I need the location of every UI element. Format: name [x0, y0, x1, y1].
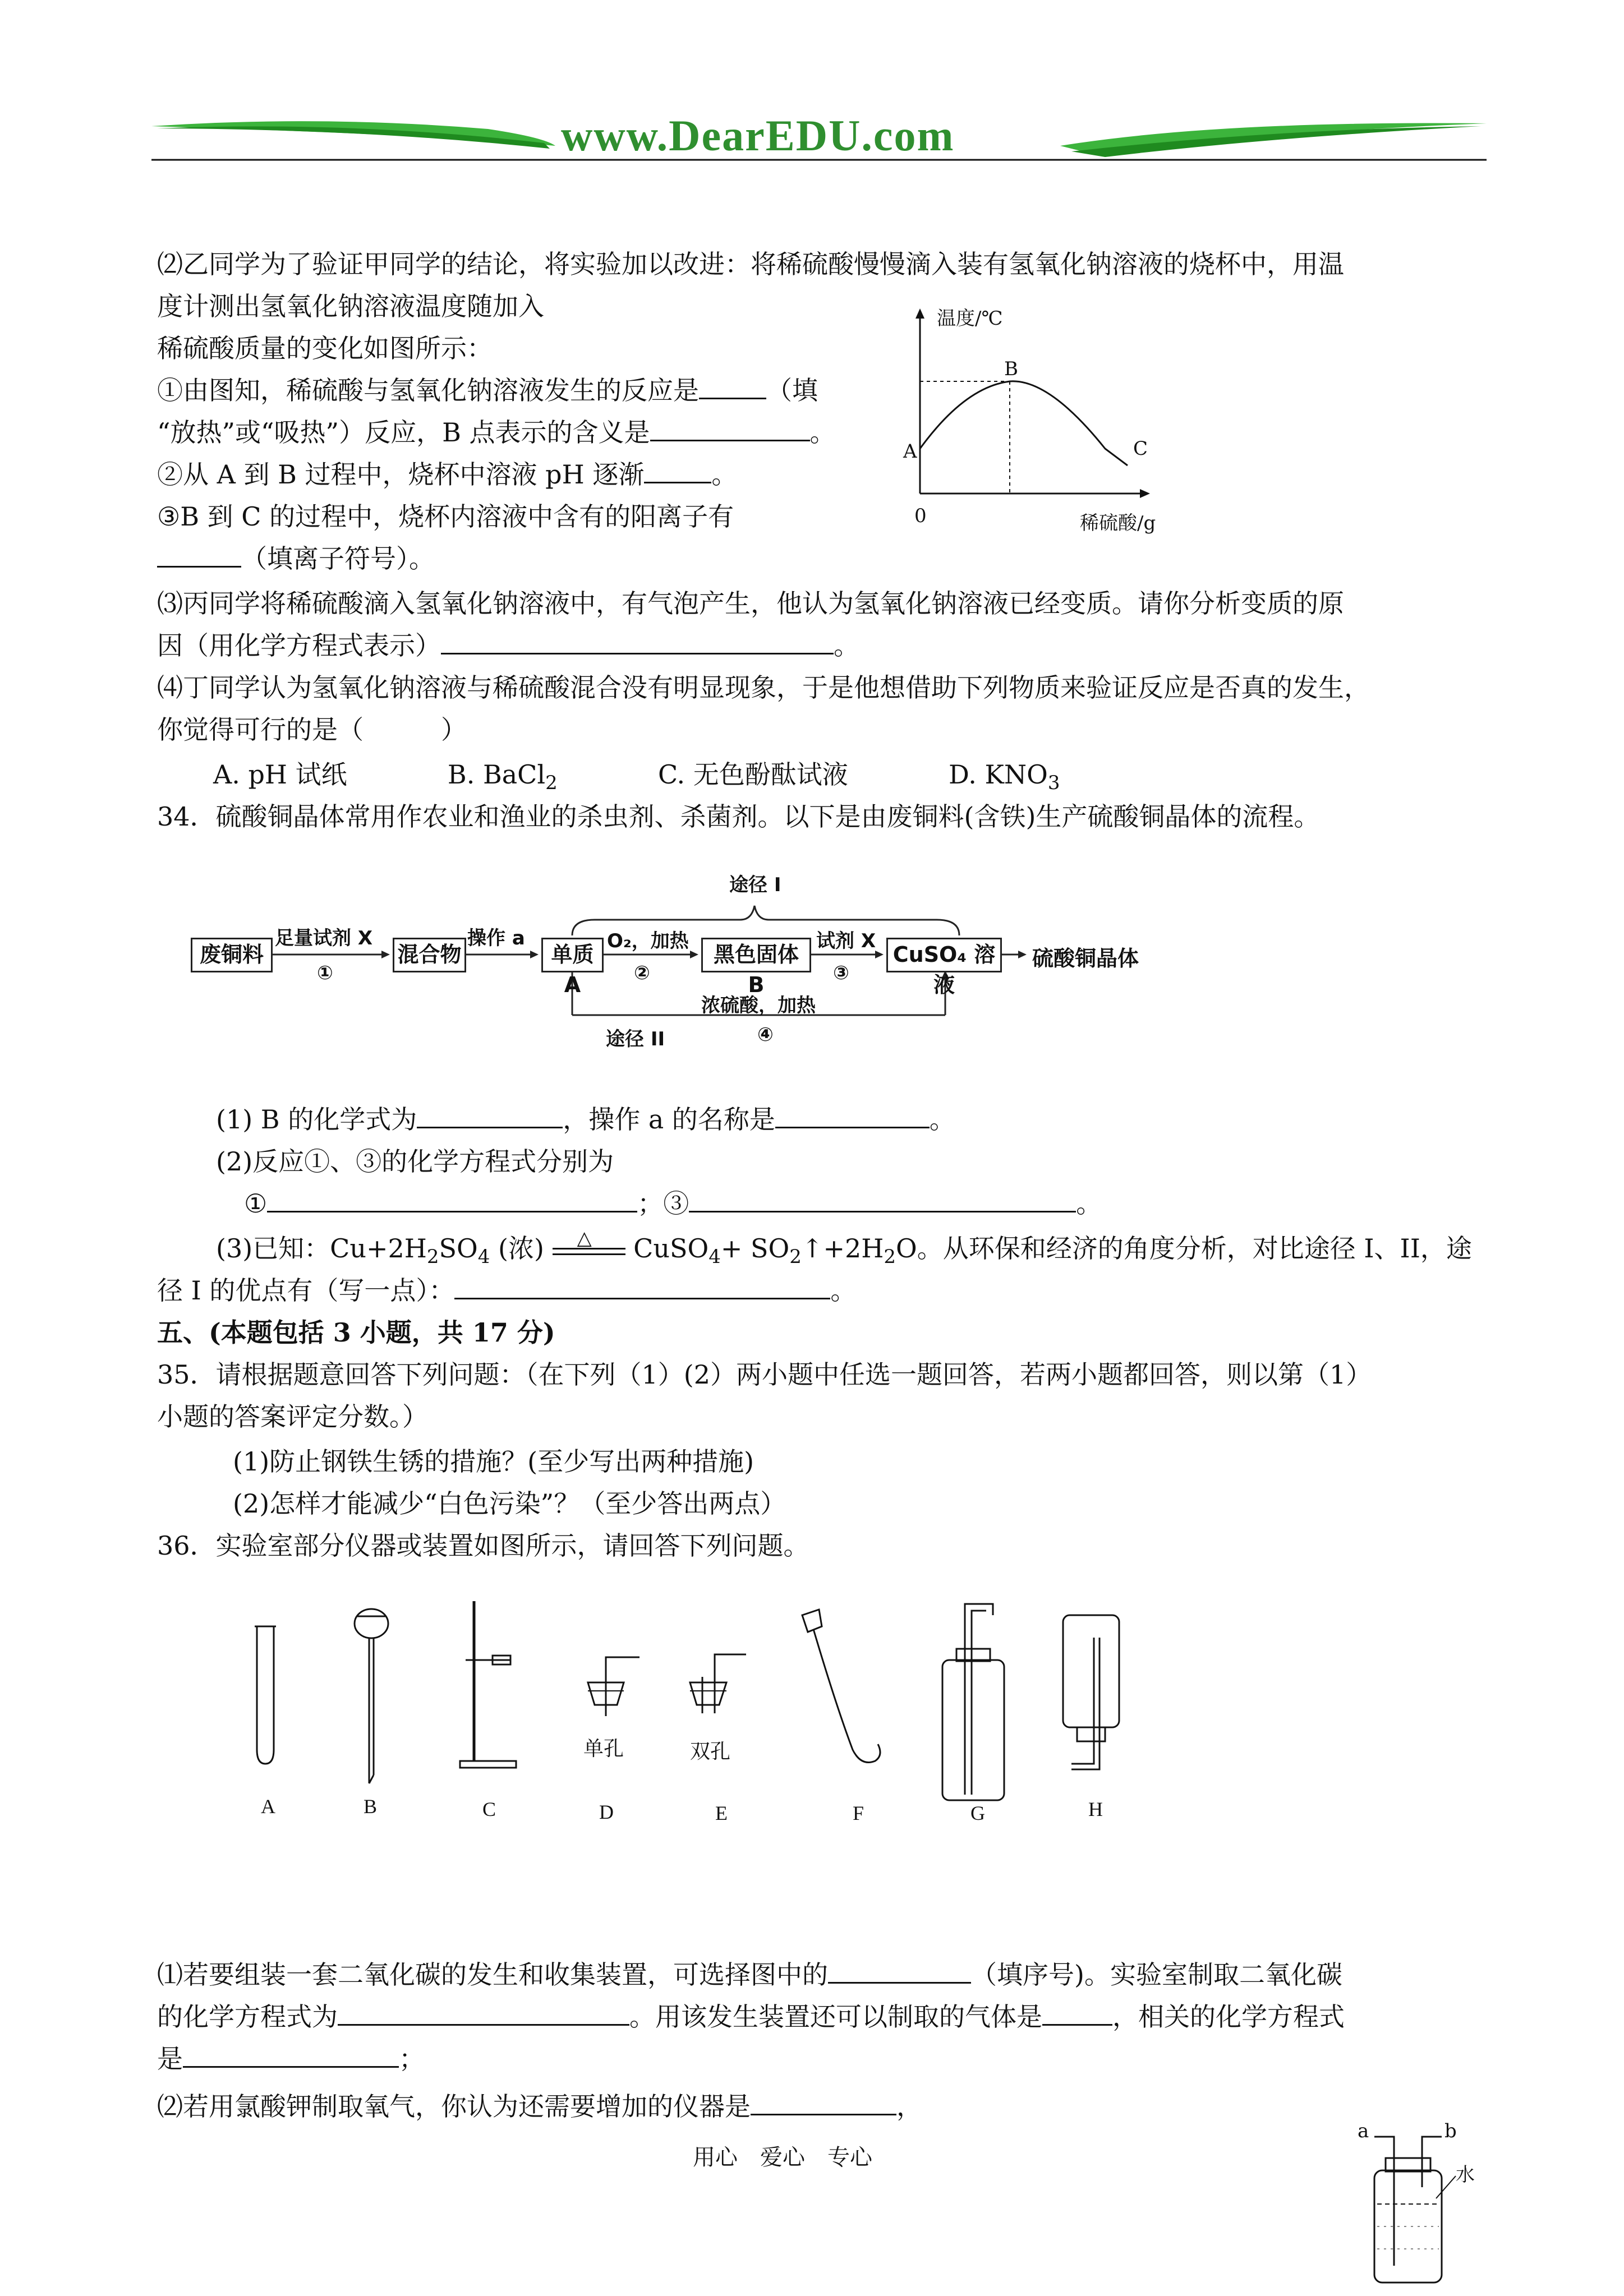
apparatus-label-d: D: [599, 1801, 614, 1823]
header-site-name: www.DearEDU.com: [561, 111, 955, 160]
graph-point-c: C: [1133, 437, 1148, 460]
text: 因（用化学方程式表示）: [157, 630, 441, 661]
flow-box-mixture: 混合物: [393, 938, 466, 972]
text: 。: [834, 630, 859, 661]
apparatus-label-g: G: [970, 1802, 985, 1824]
text-line: ⑶丙同学将稀硫酸滴入氢氧化钠溶液中，有气泡产生，他认为氢氧化钠溶液已经变质。请你分析变质的原: [157, 588, 1344, 619]
apparatus-caption-e: 双孔: [690, 1740, 731, 1763]
graph-ylabel: 温度/℃: [937, 307, 1003, 330]
answer-blank[interactable]: [751, 2089, 896, 2115]
text: ①: [244, 1188, 268, 1219]
answer-blank[interactable]: [689, 1186, 1076, 1212]
question-line: [216, 1102, 955, 1137]
question-line: [157, 373, 818, 408]
answer-blank[interactable]: [441, 628, 834, 654]
flow-step-label: ②: [634, 962, 650, 984]
text-line: ③B 到 C 的过程中，烧杯内溶液中含有的阳离子有: [157, 501, 734, 532]
answer-blank[interactable]: [1042, 1999, 1112, 2026]
question-line: [157, 415, 836, 450]
text: ；③: [637, 1188, 689, 1219]
text-line: 35．请根据题意回答下列问题：（在下列（1）(2）两小题中任选一题回答，若两小题都回答，则以第（1）: [157, 1359, 1372, 1390]
text: 。: [711, 459, 738, 490]
answer-blank[interactable]: [338, 1999, 629, 2026]
graph-origin: 0: [914, 505, 927, 527]
flow-arrow-label: 浓硫酸，加热: [701, 994, 816, 1017]
text: “放热”或“吸热”）反应，B 点表示的含义是: [157, 417, 650, 448]
flow-arrow-label: 操作 a: [467, 927, 525, 949]
apparatus-label-e: E: [715, 1802, 728, 1824]
flow-box-black-solid-b: 黑色固体 B: [701, 938, 811, 972]
text: ①由图知，稀硫酸与氢氧化钠溶液发生的反应是: [157, 375, 699, 405]
text-line: 你觉得可行的是（ ）: [157, 714, 467, 745]
question-line: [244, 1186, 1102, 1221]
text-line: 34．硫酸铜晶体常用作农业和渔业的杀虫剂、杀菌剂。以下是由废铜料(含铁)生产硫酸铜晶体的流程。: [157, 801, 1320, 832]
answer-blank[interactable]: [644, 457, 711, 483]
flow-arrow-label: 足量试剂 X: [275, 927, 373, 949]
apparatus-label-b: B: [364, 1795, 378, 1818]
section-heading: 五、(本题包括 3 小题，共 17 分): [157, 1317, 555, 1348]
apparatus-label-c: C: [482, 1798, 496, 1820]
text: 。: [809, 417, 836, 448]
reaction-condition: △: [553, 1237, 625, 1265]
text-line: 度计测出氢氧化钠溶液温度随加入: [157, 291, 544, 321]
apparatus-label-a: A: [261, 1795, 275, 1818]
answer-blank[interactable]: [828, 1957, 971, 1984]
answer-blank[interactable]: [417, 1102, 563, 1128]
text-line: 小题的答案评定分数。）: [157, 1401, 428, 1432]
text: ②从 A 到 B 过程中，烧杯中溶液 pH 逐渐: [157, 459, 645, 490]
graph-point-a: A: [903, 440, 917, 463]
question-line: 的化学方程式为 。用该发生装置还可以制取的气体是 ，相关的化学方程式: [157, 1999, 1345, 2034]
page-footer: 用心 爱心 专心: [693, 2145, 872, 2170]
temperature-graph: [886, 303, 1178, 538]
question-line: ⑵若用氯酸钾制取氧气，你认为还需要增加的仪器是 ，: [157, 2089, 922, 2124]
bottle-port-b: b: [1444, 2120, 1457, 2142]
text: （填离子符号）。: [241, 543, 435, 574]
answer-blank[interactable]: [267, 1186, 637, 1212]
flow-route-1: 途径 I: [729, 874, 781, 896]
option-d[interactable]: D. $KNO_3$: [949, 759, 1060, 795]
text-line: ⑵乙同学为了验证甲同学的结论，将实验加以改进：将稀硫酸慢慢滴入装有氢氧化钠溶液的烧杯中，用温: [157, 249, 1344, 279]
apparatus-drawings: [224, 1593, 1178, 1828]
text: 。: [830, 1275, 857, 1306]
answer-blank[interactable]: [183, 2041, 399, 2068]
text: (1) B 的化学式为: [216, 1104, 417, 1135]
text: 。: [1076, 1188, 1102, 1219]
question-line: ⑴若要组装一套二氧化碳的发生和收集装置，可选择图中的 （填序号)。实验室制取二氧化碳: [157, 1957, 1342, 1992]
gas-bottle-figure: [1352, 2120, 1498, 2288]
question-line: [157, 541, 435, 576]
header-banner: [151, 104, 1487, 165]
bottle-water-label: 水: [1456, 2164, 1475, 2186]
text: 。: [929, 1104, 955, 1135]
answer-blank[interactable]: [650, 415, 810, 441]
flow-arrow-label: 试剂 X: [816, 930, 876, 952]
question-line: [157, 1273, 856, 1308]
options-line: [213, 757, 1060, 800]
text-line: (1)防止钢铁生锈的措施？(至少写出两种措施): [233, 1446, 755, 1477]
option-a[interactable]: A. pH 试纸: [213, 759, 347, 790]
text-line: 36．实验室部分仪器或装置如图所示，请回答下列问题。: [157, 1530, 809, 1561]
question-line: 是 ；: [157, 2041, 425, 2076]
flow-arrow-label: O₂，加热: [607, 930, 689, 952]
flow-route-2: 途径 II: [606, 1028, 665, 1050]
flow-step-label: ③: [833, 962, 849, 984]
option-b[interactable]: B. BaCl$_2$: [447, 759, 558, 795]
answer-blank[interactable]: [699, 373, 766, 399]
answer-blank[interactable]: [157, 541, 241, 568]
flow-box-cuso4-solution: CuSO₄ 溶液: [886, 938, 1002, 972]
text-line: 稀硫酸质量的变化如图所示：: [157, 333, 493, 363]
text: （填: [766, 375, 818, 405]
apparatus-caption-d: 单孔: [583, 1737, 624, 1760]
option-c[interactable]: C. 无色酚酞试液: [657, 759, 848, 790]
text-line: (2)反应①、③的化学方程式分别为: [216, 1146, 614, 1177]
graph-point-b: B: [1004, 358, 1018, 380]
graph-svg: [886, 303, 1178, 538]
question-line: [157, 457, 737, 492]
question-line: (3)已知：$Cu+2H_2SO_4$ (浓) △ CuSO$_4$+ $SO_2↑+2H_2O$。从环保和经济的角度分析，对比途径 I、II，途: [216, 1227, 1472, 1269]
flow-product: 硫酸铜晶体: [1032, 946, 1139, 971]
text-line: ⑷丁同学认为氢氧化钠溶液与稀硫酸混合没有明显现象，于是他想借助下列物质来验证反应是否真的发生，: [157, 672, 1370, 703]
gas-bottle-drawing: [1352, 2120, 1498, 2288]
flow-box-scrap-copper: 废铜料: [191, 938, 273, 972]
apparatus-row: [224, 1593, 1178, 1828]
answer-blank[interactable]: [454, 1273, 830, 1299]
flow-step-label: ①: [317, 962, 333, 984]
flow-diagram: [191, 864, 1144, 1054]
flow-step-label: ④: [757, 1023, 774, 1046]
question-line: [157, 628, 859, 663]
bottle-port-a: a: [1358, 2120, 1369, 2142]
graph-xlabel: 稀硫酸/g: [1080, 512, 1156, 534]
text: ，操作 a 的名称是: [563, 1104, 775, 1135]
text: 径 I 的优点有（写一点）：: [157, 1275, 455, 1306]
text-line: (2)怎样才能减少“白色污染”？（至少答出两点）: [233, 1488, 786, 1519]
apparatus-label-f: F: [853, 1802, 864, 1824]
apparatus-label-h: H: [1088, 1798, 1103, 1820]
flow-box-element-a: 单质 A: [541, 938, 604, 972]
answer-blank[interactable]: [775, 1102, 930, 1128]
